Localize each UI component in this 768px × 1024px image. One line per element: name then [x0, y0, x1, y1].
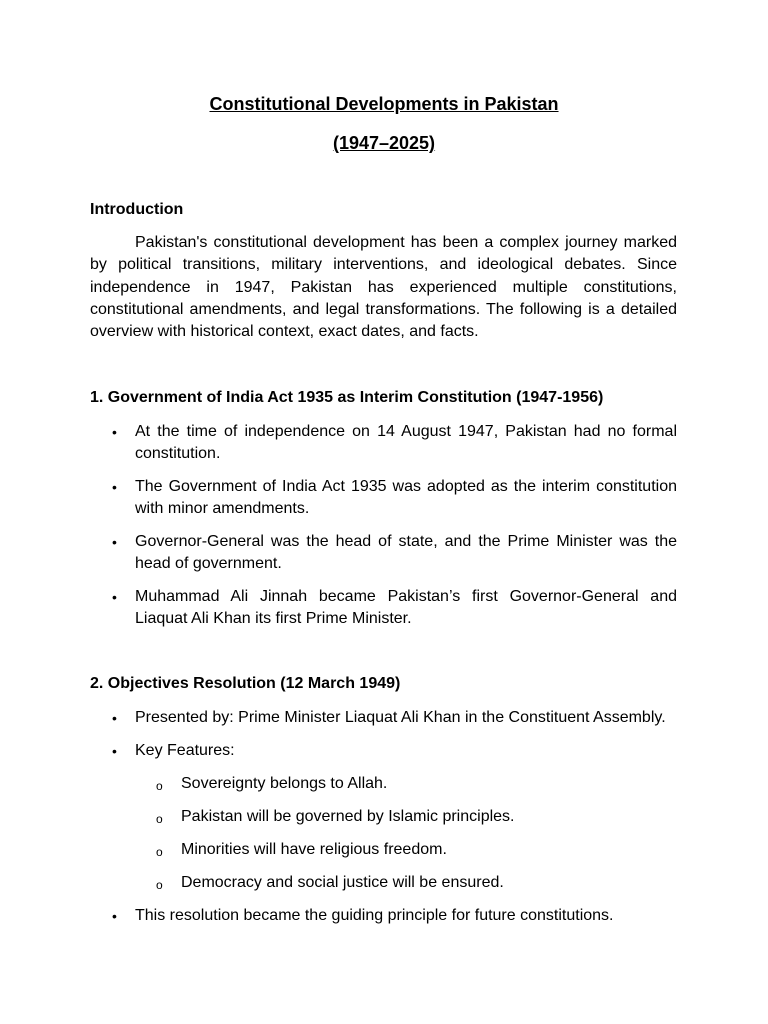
sub-list-item — [90, 773, 677, 795]
section-1-heading: 1. Government of India Act 1935 as Interim Constitution (1947-1956) — [90, 389, 604, 406]
bullet-text: Governor-General was the head of state, and the Prime Minister was the head of government. — [135, 533, 677, 572]
sub-bullet-text: Pakistan will be governed by Islamic principles. — [181, 808, 515, 825]
list-item — [90, 740, 677, 762]
intro-paragraph: Pakistan's constitutional development has been a complex journey marked by political transitions, military interventions, and ideological debates. Since independence in 1947, Pakistan has experienced multiple constitutions, constitutional amendments, and legal transformations. The following is a detailed overview with historical context, exact dates, and facts. — [90, 234, 677, 341]
list-item — [90, 421, 677, 465]
list-item — [90, 476, 677, 520]
sub-bullet-text: Democracy and social justice will be ensured. — [181, 874, 504, 891]
intro-heading: Introduction — [90, 201, 184, 218]
sub-list-item — [90, 839, 677, 861]
bullet-text: This resolution became the guiding principle for future constitutions. — [135, 907, 614, 924]
section-1-bullet-list — [90, 421, 677, 630]
circle-bullet-icon: o — [156, 878, 163, 892]
list-item — [90, 531, 677, 575]
bullet-icon: • — [112, 743, 117, 759]
list-item — [90, 586, 677, 630]
circle-bullet-icon: o — [156, 845, 163, 859]
bullet-text: Presented by: Prime Minister Liaquat Ali Khan in the Constituent Assembly. — [135, 709, 666, 726]
sub-list-item — [90, 872, 677, 894]
section-2-bullet-list — [90, 707, 677, 927]
sub-bullet-text: Sovereignty belongs to Allah. — [181, 775, 388, 792]
bullet-icon: • — [112, 589, 117, 605]
bullet-icon: • — [112, 479, 117, 495]
bullet-text: Muhammad Ali Jinnah became Pakistan’s first Governor-General and Liaquat Ali Khan its first Prime Minister. — [135, 588, 677, 627]
bullet-text: The Government of India Act 1935 was adopted as the interim constitution with minor amendments. — [135, 478, 677, 517]
list-item — [90, 905, 677, 927]
bullet-icon: • — [112, 534, 117, 550]
bullet-icon: • — [112, 710, 117, 726]
list-item — [90, 707, 677, 729]
document-title: Constitutional Developments in Pakistan — [209, 94, 559, 114]
circle-bullet-icon: o — [156, 779, 163, 793]
circle-bullet-icon: o — [156, 812, 163, 826]
section-2-heading: 2. Objectives Resolution (12 March 1949) — [90, 675, 401, 692]
bullet-icon: • — [112, 908, 117, 924]
sub-bullet-text: Minorities will have religious freedom. — [181, 841, 447, 858]
document-title-years: (1947–2025) — [332, 133, 436, 153]
sub-list-item — [90, 806, 677, 828]
bullet-text: Key Features: — [135, 742, 235, 759]
bullet-text: At the time of independence on 14 August 1947, Pakistan had no formal constitution. — [135, 423, 677, 462]
bullet-icon: • — [112, 424, 117, 440]
